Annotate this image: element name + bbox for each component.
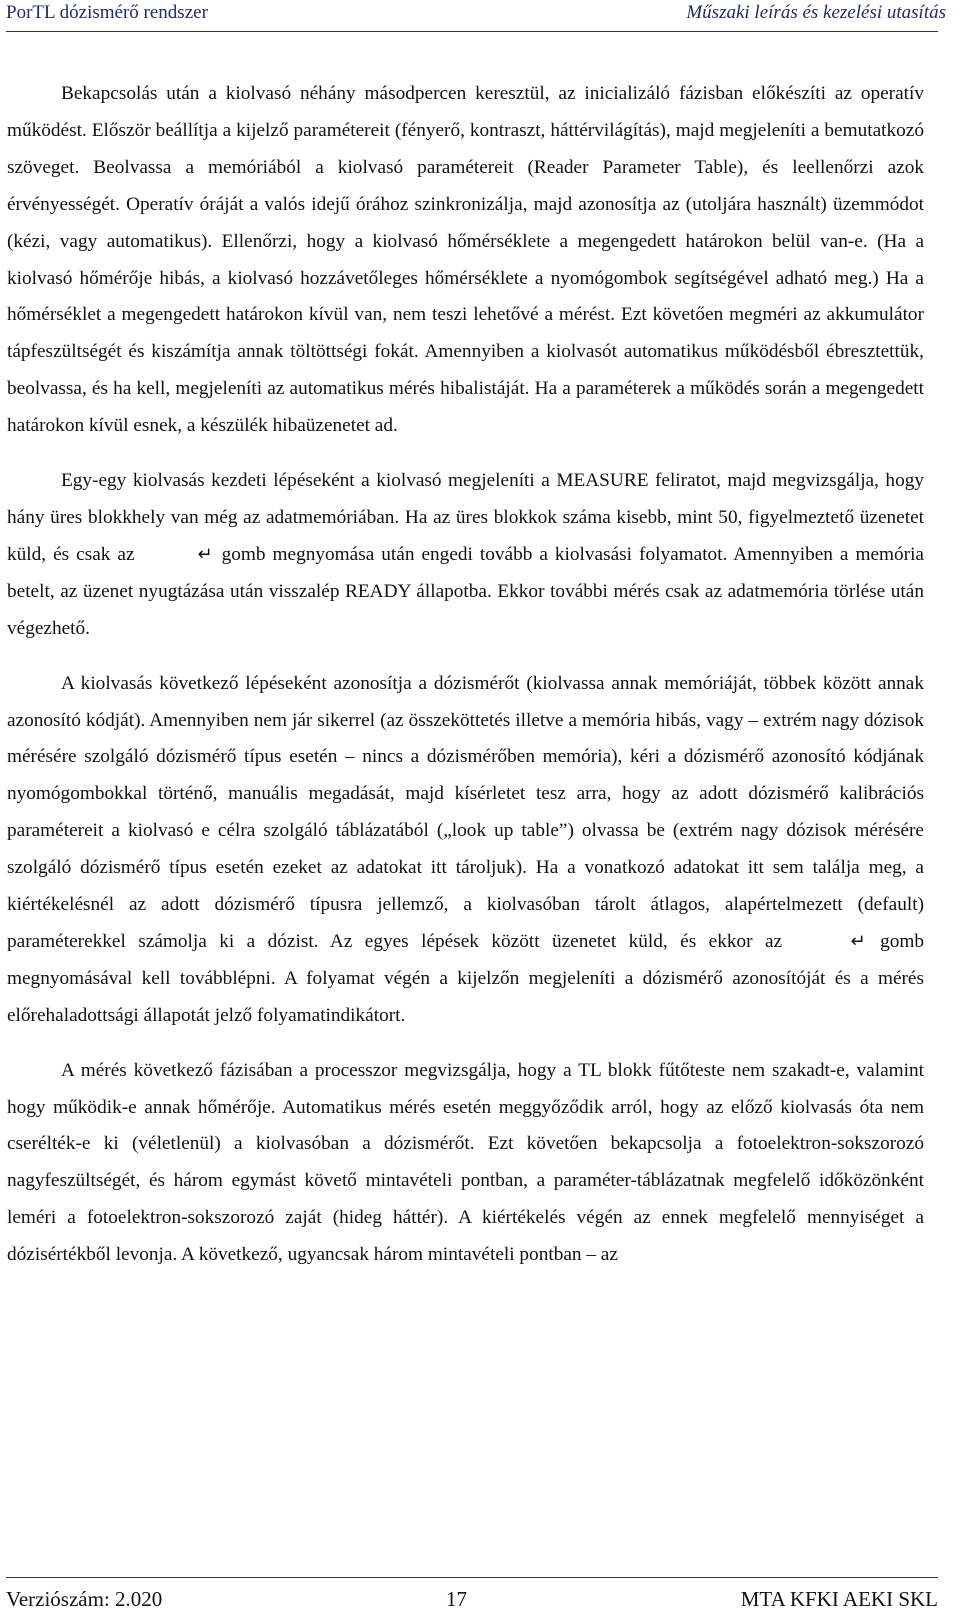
page-number: 17 (446, 1587, 467, 1611)
paragraph-text: gomb megnyomása után engedi tovább a kiolvasási folyamatot. Amennyiben a memória betelt, az üzenet nyugtázása után visszalép READY állapotba. Ekkor további mérés csak az adatmemória törlése után végezhető. (7, 543, 924, 639)
page-footer (6, 1584, 938, 1614)
header-divider (6, 31, 938, 32)
enter-key-icon: ↵ (197, 543, 213, 565)
paragraph-text: A kiolvasás következő lépéseként azonosítja a dózismérőt (kiolvassa annak memóriáját, többek között annak azonosító kódját). Amennyiben nem jár sikerrel (az összeköttetés illetve a memória hibás, vagy – extrém nagy dózisok mérésére szolgáló dózismérő típus esetén – nincs a dózismérőben memória), kéri a dózismérő azonosító kódjának nyomógombokkal történő, manuális megadását, majd kísérletet tesz arra, hogy az adott dózismérő kalibrációs paramétereit a kiolvasó e célra szolgáló táblázatából („look up table”) olvassa be (extrém nagy dózisok mérésére szolgáló dózismérő típus esetén ezeket az adatokat itt tároljuk). Ha a vonatkozó adatokat itt sem találja meg, a kiértékelésnél az adott dózismérő típusra jellemző, a kiolvasóban tárolt átlagos, alapértelmezett (default) paraméterekkel számolja ki a dózist. Az egyes lépések között üzenetet küld, és ekkor az (7, 672, 924, 952)
paragraph-measure-start (7, 463, 924, 648)
paragraph-measurement-phase: A mérés következő fázisában a processzor megvizsgálja, hogy a TL blokk fűtőteste nem szakadt-e, valamint hogy működik-e annak hőmérője. Automatikus mérés esetén meggyőződik arról, hogy az előző kiolvasás óta nem cserélték-e ki (véletlenül) a kiolvasóban a dózismérőt. Ezt követően bekapcsolja a fotoelektron-sokszorozó nagyfeszültségét, és három egymást követő mintavételi pontban, a paraméter-táblázatnak megfelelő időközönként leméri a fotoelektron-sokszorozó zaját (hideg háttér). A kiértékelés végén az ennek megfelelő mennyiséget a dózisértékből levonja. A következő, ugyancsak három mintavételi pontban – az (7, 1059, 924, 1266)
paragraph-text: gomb megnyomásával kell továbblépni. A folyamat végén a kijelzőn megjeleníti a dózismérő azonosítóját és a mérés előrehaladottsági állapotát jelző folyamatindikátort. (7, 930, 924, 1026)
header-section-title: Műszaki leírás és kezelési utasítás (686, 2, 946, 23)
page-header (6, 0, 960, 26)
enter-key-icon: ↵ (850, 930, 866, 952)
header-document-title: PorTL dózismérő rendszer (6, 2, 208, 23)
body-text (7, 76, 924, 1292)
footer-divider (6, 1577, 938, 1578)
paragraph-text: Egy-egy kiolvasás kezdeti lépéseként a kiolvasó megjeleníti a MEASURE feliratot, majd megvizsgálja, hogy hány üres blokkhely van még az adatmemóriában. Ha az üres blokkok száma kisebb, mint 50, figyelmeztető üzenetet küld, és csak az (7, 470, 924, 565)
footer-version: Verziószám: 2.020 (6, 1587, 163, 1611)
paragraph-identification (7, 666, 924, 1035)
footer-organization: MTA KFKI AEKI SKL (740, 1587, 938, 1611)
paragraph-initialization: Bekapcsolás után a kiolvasó néhány másodpercen keresztül, az inicializáló fázisban előkészíti az operatív működést. Először beállítja a kijelző paramétereit (fényerő, kontraszt, háttérvilágítás), majd megjeleníti a bemutatkozó szöveget. Beolvassa a memóriából a kiolvasó paramétereit (Reader Parameter Table), és leellenőrzi azok érvényességét. Operatív óráját a valós idejű órához szinkronizálja, majd azonosítja az (utoljára használt) üzemmódot (kézi, vagy automatikus). Ellenőrzi, hogy a kiolvasó hőmérséklete a megengedett határokon belül van-e. (Ha a kiolvasó hőmérője hibás, a kiolvasó hozzávetőleges hőmérséklete a nyomógombok segítségével adható meg.) Ha a hőmérséklet a megengedett határokon kívül van, nem teszi lehetővé a mérést. Ezt követően megméri az akkumulátor tápfeszültségét és kiszámítja annak töltöttségi fokát. Amennyiben a kiolvasót automatikus működésből ébresztettük, beolvassa, és ha kell, megjeleníti az automatikus mérés hibalistáját. Ha a paraméterek a működés során a megengedett határokon kívül esnek, a készülék hibaüzenetet ad. (7, 83, 924, 437)
